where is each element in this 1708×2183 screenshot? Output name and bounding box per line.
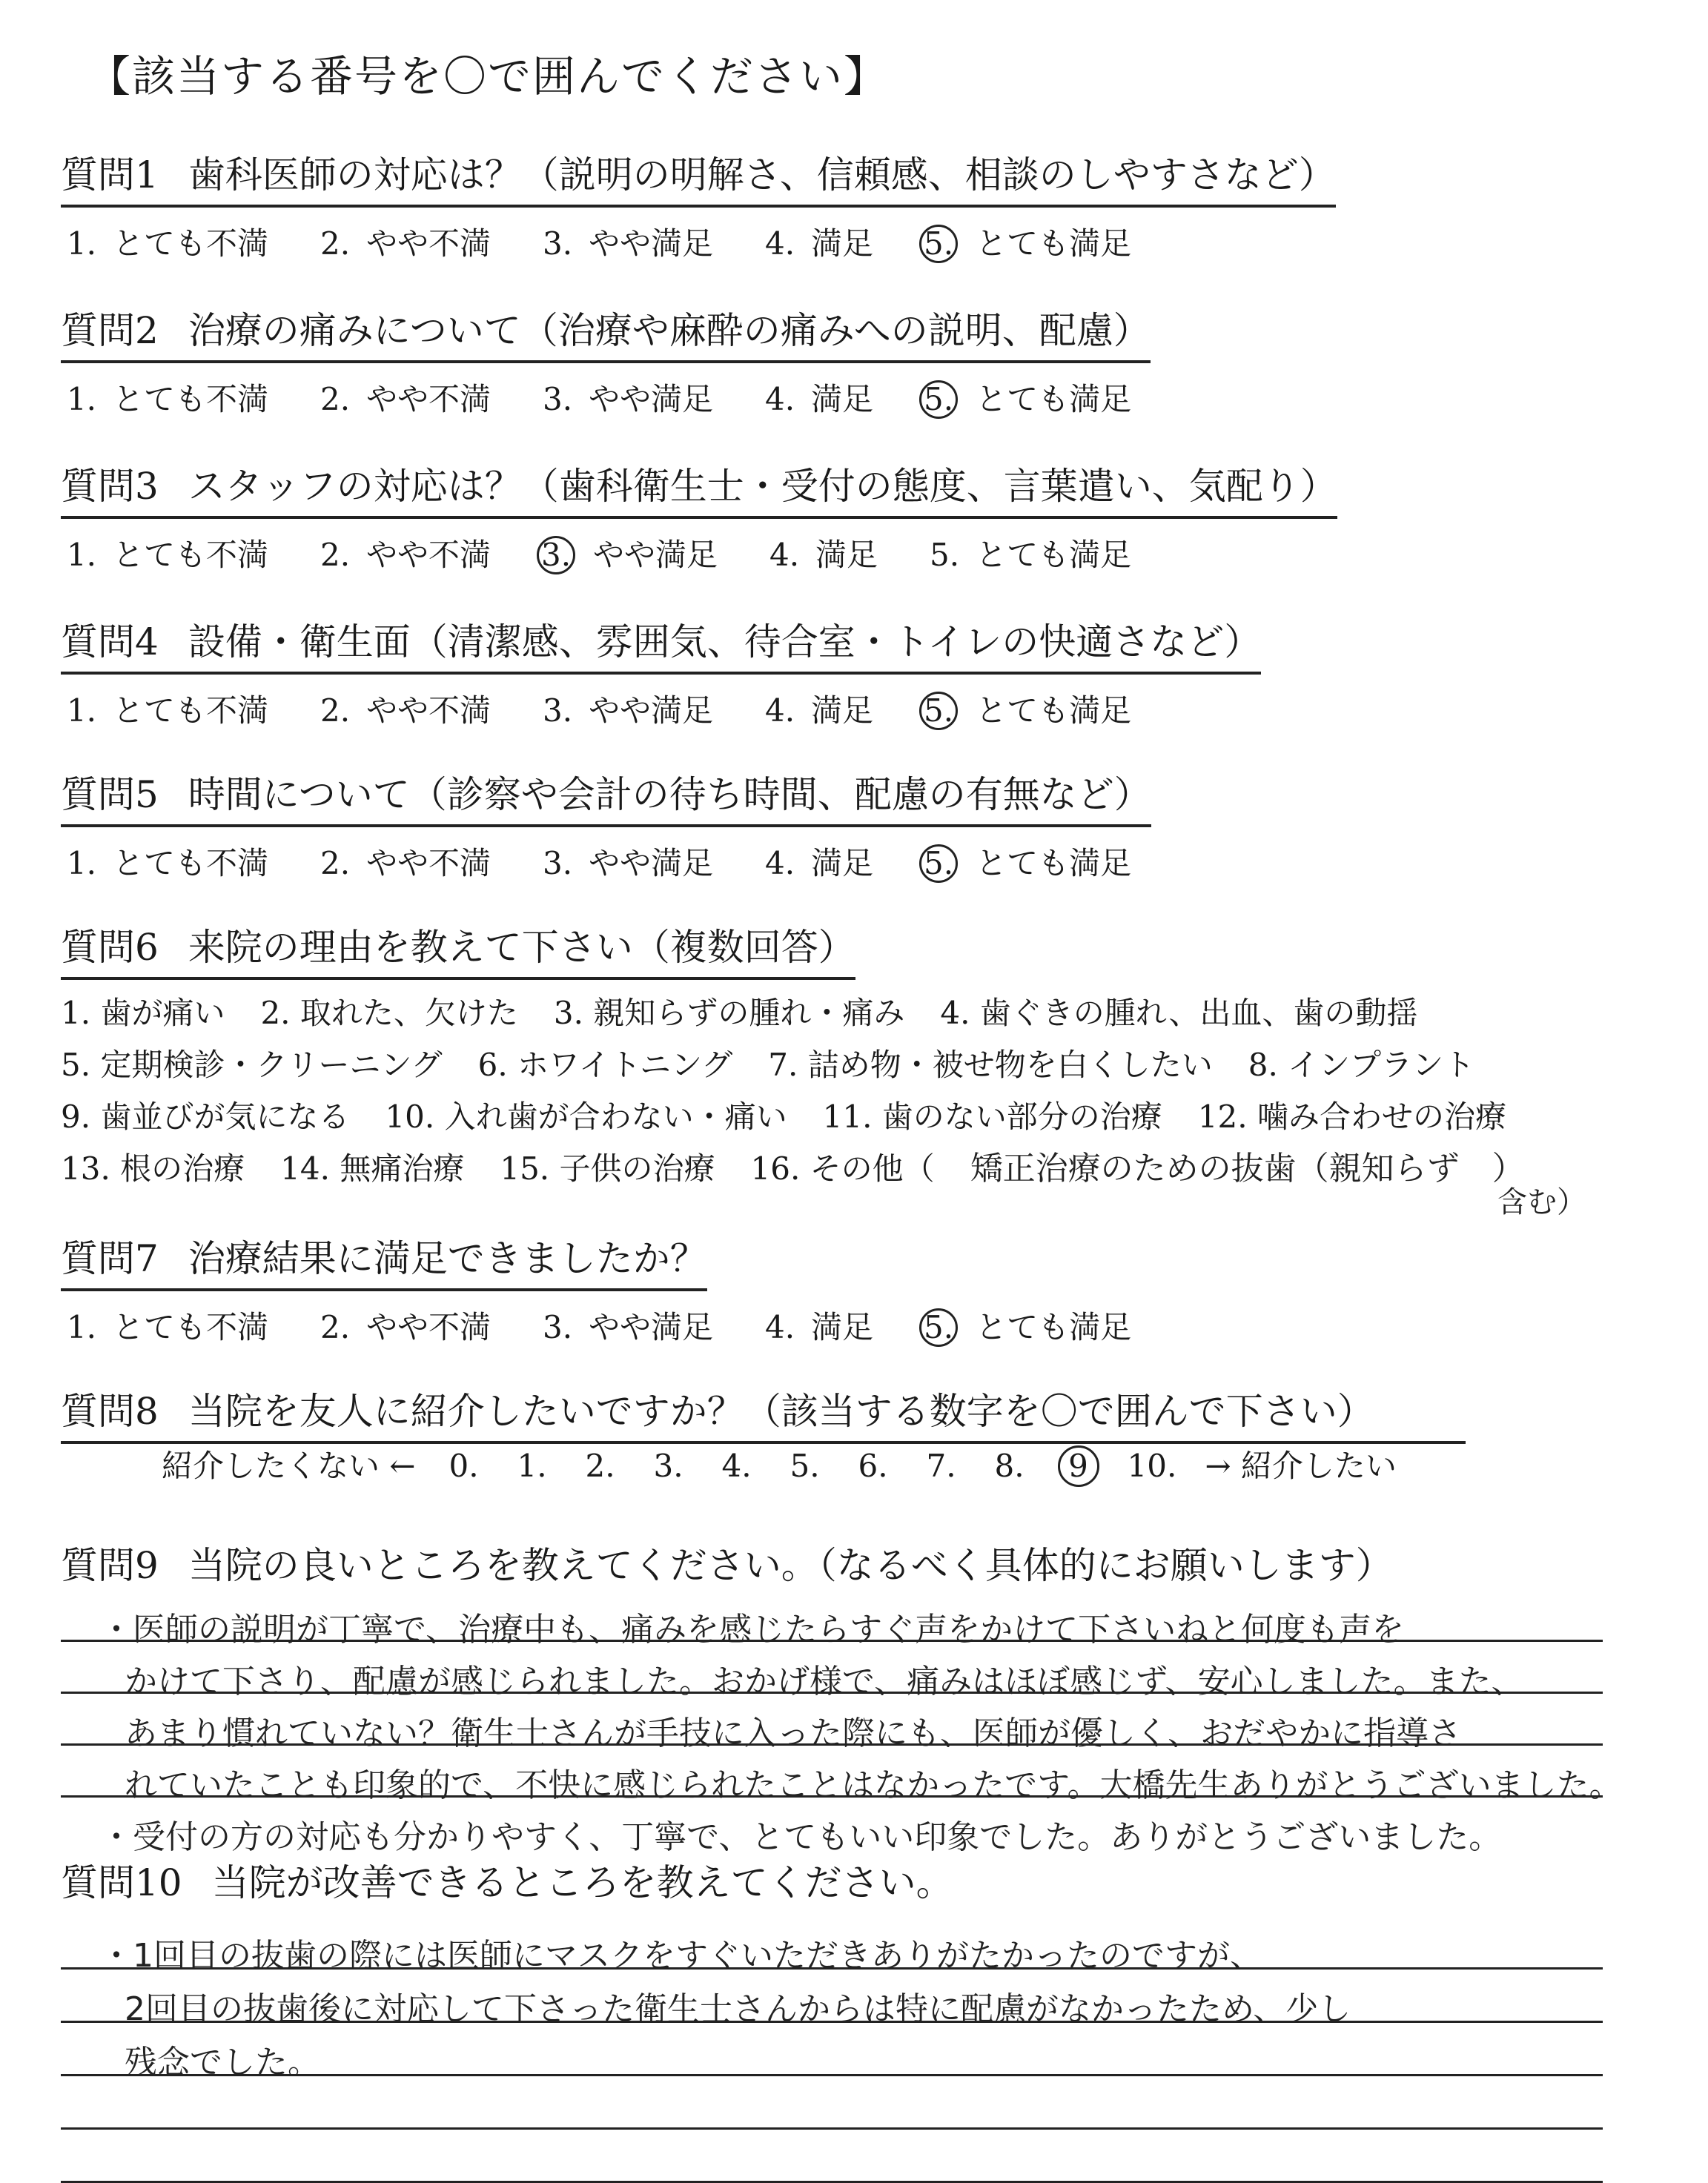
- option-label: とても不満: [113, 692, 269, 729]
- handwritten-line: ・受付の方の対応も分かりやすく、丁寧で、とてもいい印象でした。ありがとうございました。: [100, 1818, 1502, 1856]
- reason-label: 無痛治療: [340, 1150, 465, 1187]
- reason-option: [1198, 1091, 1506, 1143]
- question-1: [61, 145, 1336, 264]
- question-text: 来院の理由を教えて下さい（複数回答）: [188, 926, 855, 969]
- reason-number: 7.: [768, 1047, 798, 1083]
- scale-number: 7.: [926, 1448, 956, 1484]
- reason-option: [1248, 1039, 1474, 1091]
- reason-option: [260, 987, 517, 1039]
- option-number: 5.: [930, 537, 960, 573]
- reason-label: 定期検診・クリーニング: [100, 1047, 443, 1083]
- option-number: 3.: [542, 845, 573, 881]
- reason-number: 1.: [61, 995, 91, 1031]
- reason-option: [823, 1091, 1162, 1143]
- option-label: やや満足: [589, 225, 714, 262]
- reason-row: [61, 1039, 1542, 1091]
- option-label: 満足: [815, 537, 878, 573]
- reason-label: 歯並びが気になる: [100, 1099, 350, 1135]
- option-label: とても不満: [113, 225, 269, 262]
- question-3-title: [61, 457, 1337, 519]
- option-label: やや不満: [366, 845, 491, 881]
- question-number: 質問10: [61, 1861, 182, 1904]
- question-2: [61, 301, 1177, 420]
- reason-option: [768, 1039, 1212, 1091]
- reason-number: 6.: [477, 1047, 508, 1083]
- question-text: 治療の痛みについて（治療や麻酔の痛みへの説明、配慮）: [188, 309, 1151, 352]
- option-label: やや不満: [366, 692, 491, 729]
- option-number: 2.: [320, 537, 351, 573]
- option-number: 4.: [765, 692, 795, 729]
- option-label: とても満足: [976, 225, 1132, 262]
- rating-option: [314, 1303, 491, 1348]
- rating-options: [61, 375, 1177, 420]
- reason-number: 3.: [553, 995, 583, 1031]
- question-8-title: [61, 1382, 1466, 1444]
- rating-option: [919, 839, 1131, 884]
- scale-left-label: 紹介したくない ←: [162, 1448, 416, 1484]
- reason-option: [61, 1039, 443, 1091]
- question-6: [61, 918, 1542, 1195]
- other-note-continued: 含む）: [1497, 1185, 1586, 1219]
- option-label: やや不満: [366, 381, 491, 417]
- option-label: やや満足: [589, 381, 714, 417]
- reason-option: [61, 1091, 349, 1143]
- rating-option: [759, 839, 873, 884]
- question-number: 質問3: [61, 465, 159, 508]
- rating-option: [764, 531, 878, 575]
- option-number: 2.: [320, 845, 351, 881]
- reason-number: 13.: [61, 1150, 110, 1187]
- question-number: 質問7: [61, 1237, 159, 1280]
- option-number: 3.: [542, 381, 573, 417]
- question-8: [61, 1382, 1466, 1444]
- reason-number: 12.: [1197, 1099, 1248, 1135]
- option-label: とても不満: [113, 537, 269, 573]
- selected-number: 5.: [919, 225, 958, 263]
- question-number: 質問9: [61, 1544, 159, 1587]
- rating-option: [919, 375, 1131, 420]
- question-text: 当院を友人に紹介したいですか？（該当する数字を〇で囲んで下さい）: [188, 1390, 1374, 1433]
- scale-number: 10.: [1127, 1448, 1177, 1484]
- question-text: 治療結果に満足できましたか？: [188, 1237, 707, 1280]
- question-4-title: [61, 612, 1261, 675]
- option-label: とても満足: [976, 1309, 1132, 1345]
- rating-options: [61, 219, 1336, 264]
- scale-number: 3.: [653, 1448, 683, 1484]
- option-number: 4.: [765, 225, 795, 262]
- question-text: 当院が改善できるところを教えてください。: [211, 1861, 953, 1904]
- reason-number: 14.: [280, 1150, 330, 1187]
- scale-number: 0.: [448, 1448, 479, 1484]
- handwritten-line: あまり慣れていない？衛生士さんが手技に入った際にも、医師が優しく、おだやかに指導さ: [125, 1715, 1462, 1752]
- option-number: 3.: [542, 225, 573, 262]
- reason-option: [500, 1143, 715, 1195]
- selected-number: 5.: [919, 692, 958, 730]
- reason-label: 歯のない部分の治療: [881, 1099, 1162, 1135]
- rating-option: [759, 1303, 873, 1348]
- question-1-title: [61, 145, 1336, 208]
- question-6-title: [61, 918, 855, 980]
- option-number: 4.: [765, 381, 795, 417]
- reason-number: 4.: [940, 995, 970, 1031]
- rating-option: [61, 219, 268, 264]
- rating-option: [314, 531, 491, 575]
- rating-option: [314, 686, 491, 731]
- reason-option: [478, 1039, 733, 1091]
- option-label: やや不満: [366, 1309, 491, 1345]
- rating-options: [61, 686, 1261, 731]
- question-2-title: [61, 301, 1151, 363]
- rating-option: [61, 531, 268, 575]
- reason-option: [940, 987, 1417, 1039]
- rating-options: [61, 839, 1177, 884]
- reason-row: [61, 987, 1542, 1039]
- reason-option: [280, 1143, 464, 1195]
- option-number: 1.: [66, 537, 97, 573]
- reason-label: 詰め物・被せ物を白くしたい: [807, 1047, 1213, 1083]
- option-label: とても満足: [976, 537, 1132, 573]
- question-7-title: [61, 1229, 707, 1291]
- option-number: 2.: [320, 692, 351, 729]
- rating-option: [759, 219, 873, 264]
- reason-label: 歯ぐきの腫れ、出血、歯の動揺: [979, 995, 1418, 1031]
- scale-number: 6.: [858, 1448, 888, 1484]
- reason-label: その他（: [810, 1150, 935, 1187]
- reason-option: [385, 1091, 787, 1143]
- question-7: [61, 1229, 1177, 1348]
- reason-number: 16.: [750, 1150, 801, 1187]
- reason-label: インプラント: [1288, 1047, 1475, 1083]
- rating-option: [919, 1303, 1131, 1348]
- scale-number: 2.: [585, 1448, 615, 1484]
- reason-label: 歯が痛い: [100, 995, 225, 1031]
- option-label: とても不満: [113, 381, 269, 417]
- question-9: [61, 1536, 1393, 1595]
- reason-label: 入れ歯が合わない・痛い: [444, 1099, 787, 1135]
- reason-option: [554, 987, 904, 1039]
- option-number: 1.: [66, 381, 97, 417]
- scale-right-label: → 紹介したい: [1205, 1448, 1397, 1484]
- handwritten-line: 残念でした。: [125, 2044, 320, 2081]
- question-number: 質問1: [61, 153, 159, 196]
- reason-row: [61, 1091, 1542, 1143]
- selected-number: 5.: [919, 844, 958, 883]
- rating-option: [314, 375, 491, 420]
- rating-option: [537, 839, 713, 884]
- option-label: やや不満: [366, 225, 491, 262]
- question-5: [61, 765, 1177, 884]
- option-label: 満足: [811, 1309, 874, 1345]
- selected-number: 9: [1058, 1445, 1099, 1487]
- option-number: 2.: [320, 1309, 351, 1345]
- selected-number: 5.: [919, 380, 958, 419]
- question-number: 質問2: [61, 309, 159, 352]
- option-number: 1.: [66, 692, 97, 729]
- rating-options: [61, 531, 1337, 575]
- reason-options: [61, 987, 1542, 1195]
- question-number: 質問6: [61, 926, 159, 969]
- option-label: 満足: [811, 692, 874, 729]
- question-text: スタッフの対応は？（歯科衛生士・受付の態度、言葉遣い、気配り）: [188, 465, 1337, 508]
- reason-option: [61, 1143, 245, 1195]
- reason-option: [61, 987, 225, 1039]
- rating-option: [61, 375, 268, 420]
- handwritten-line: ・医師の説明が丁寧で、治療中も、痛みを感じたらすぐ声をかけて下さいねと何度も声を: [100, 1611, 1405, 1649]
- question-text: 設備・衛生面（清潔感、雰囲気、待合室・トイレの快適さなど）: [188, 620, 1262, 663]
- reason-option: [751, 1143, 935, 1195]
- question-4: [61, 612, 1261, 731]
- reason-label: 噛み合わせの治療: [1257, 1099, 1506, 1135]
- rating-option: [314, 219, 491, 264]
- option-number: 4.: [765, 845, 795, 881]
- ruled-line: [61, 2127, 1603, 2130]
- option-number: 2.: [320, 381, 351, 417]
- option-label: とても満足: [976, 845, 1132, 881]
- question-number: 質問4: [61, 620, 159, 663]
- scale-number: 5.: [790, 1448, 820, 1484]
- rating-option: [919, 686, 1131, 731]
- option-label: 満足: [811, 381, 874, 417]
- option-label: やや満足: [589, 845, 714, 881]
- option-label: やや満足: [593, 537, 718, 573]
- question-number: 質問8: [61, 1390, 159, 1433]
- question-text: 当院の良いところを教えてください。（なるべく具体的にお願いします）: [188, 1544, 1393, 1587]
- rating-option: [61, 1303, 268, 1348]
- rating-option: [537, 686, 713, 731]
- referral-scale: [162, 1442, 1425, 1487]
- question-3: [61, 457, 1337, 575]
- other-note: 矯正治療のための抜歯（親知らず ）: [970, 1150, 1525, 1187]
- option-number: 1.: [66, 225, 97, 262]
- rating-option: [919, 219, 1131, 264]
- reason-label: 親知らずの腫れ・痛み: [593, 995, 905, 1031]
- handwritten-line: 2回目の抜歯後に対応して下さった衛生士さんからは特に配慮がなかったため、少し: [125, 1990, 1351, 2028]
- scale-number: 4.: [721, 1448, 752, 1484]
- option-label: やや不満: [366, 537, 491, 573]
- selected-number: 3.: [537, 536, 575, 574]
- reason-label: 取れた、欠けた: [299, 995, 518, 1031]
- rating-option: [61, 839, 268, 884]
- page-header: 【該当する番号を〇で囲んでください】: [87, 51, 889, 102]
- rating-option: [537, 219, 713, 264]
- reason-number: 11.: [822, 1099, 873, 1135]
- handwritten-line: ・1回目の抜歯の際には医師にマスクをすぐいただきありがたかったのですが、: [100, 1937, 1262, 1975]
- rating-option: [924, 531, 1131, 575]
- handwritten-line: かけて下さり、配慮が感じられました。おかげ様で、痛みはほぼ感じず、安心しました。また、: [125, 1663, 1524, 1700]
- option-label: とても満足: [976, 692, 1132, 729]
- reason-label: 根の治療: [120, 1150, 245, 1187]
- rating-option: [537, 375, 713, 420]
- rating-option: [61, 686, 268, 731]
- rating-option: [314, 839, 491, 884]
- reason-label: 子供の治療: [559, 1150, 715, 1187]
- rating-options: [61, 1303, 1177, 1348]
- option-label: とても不満: [113, 845, 269, 881]
- option-number: 4.: [769, 537, 800, 573]
- reason-number: 5.: [61, 1047, 91, 1083]
- option-label: 満足: [811, 845, 874, 881]
- rating-option: [537, 531, 718, 575]
- question-number: 質問5: [61, 773, 159, 816]
- selected-number: 5.: [919, 1308, 958, 1347]
- question-text: 時間について（診察や会計の待ち時間、配慮の有無など）: [188, 773, 1151, 816]
- question-10: [61, 1853, 953, 1912]
- reason-label: ホワイトニング: [517, 1047, 733, 1083]
- reason-number: 15.: [500, 1150, 550, 1187]
- rating-option: [537, 1303, 713, 1348]
- rating-option: [759, 375, 873, 420]
- question-10-title: [61, 1853, 953, 1912]
- option-number: 2.: [320, 225, 351, 262]
- reason-number: 10.: [385, 1099, 435, 1135]
- option-label: やや満足: [589, 1309, 714, 1345]
- handwritten-line: れていたことも印象的で、不快に感じられたことはなかったです。大橋先生ありがとうございました。: [125, 1766, 1622, 1804]
- option-label: とても満足: [976, 381, 1132, 417]
- reason-number: 2.: [260, 995, 291, 1031]
- question-text: 歯科医師の対応は？（説明の明解さ、信頼感、相談のしやすさなど）: [188, 153, 1336, 196]
- question-9-title: [61, 1536, 1393, 1595]
- option-number: 3.: [542, 692, 573, 729]
- option-number: 4.: [765, 1309, 795, 1345]
- option-number: 1.: [66, 1309, 97, 1345]
- reason-row: [61, 1143, 1542, 1195]
- option-label: やや満足: [589, 692, 714, 729]
- scale-number: 1.: [517, 1448, 547, 1484]
- option-label: 満足: [811, 225, 874, 262]
- rating-option: [759, 686, 873, 731]
- reason-number: 8.: [1248, 1047, 1278, 1083]
- option-number: 1.: [66, 845, 97, 881]
- scale-number: 8.: [994, 1448, 1025, 1484]
- option-label: とても不満: [113, 1309, 269, 1345]
- reason-number: 9.: [61, 1099, 91, 1135]
- option-number: 3.: [542, 1309, 573, 1345]
- question-5-title: [61, 765, 1151, 827]
